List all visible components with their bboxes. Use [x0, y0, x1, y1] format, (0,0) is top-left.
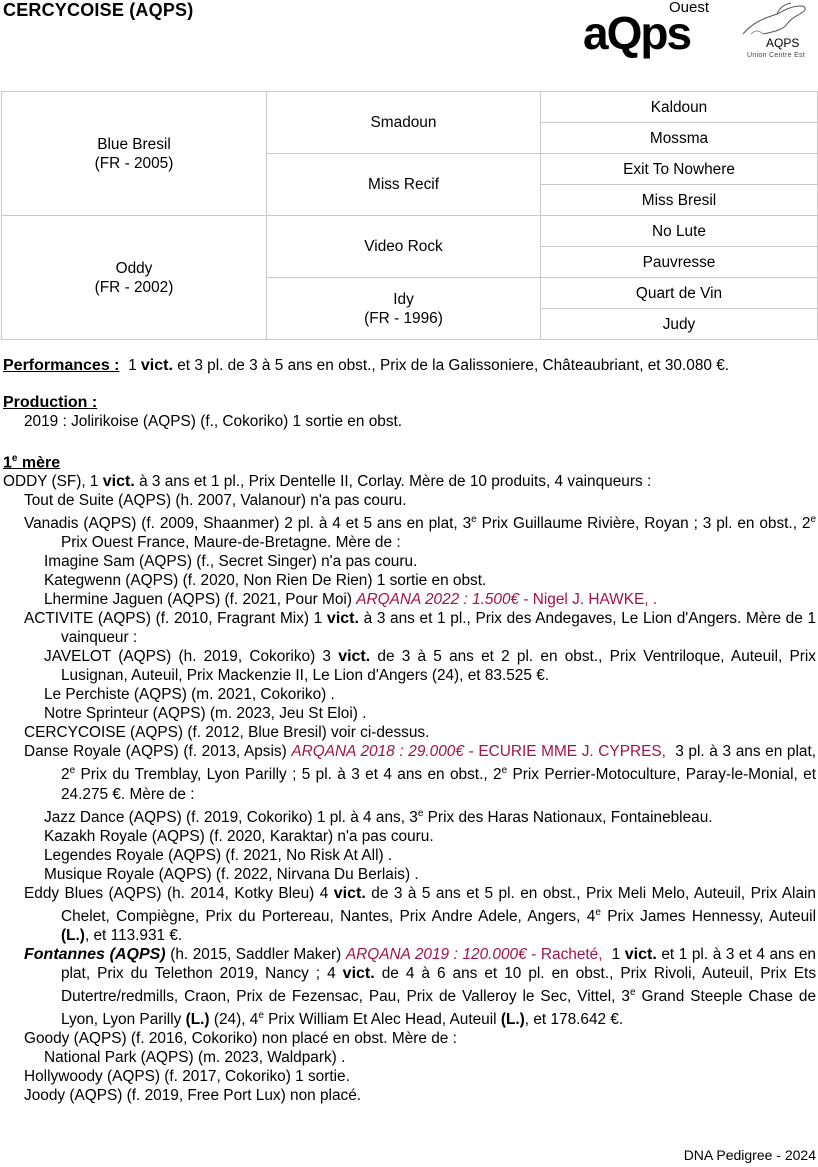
logo-union-sub: Union Centre Est: [747, 52, 806, 59]
sds-cell: Exit To Nowhere: [541, 154, 818, 185]
logo-union-name: AQPS: [766, 36, 800, 50]
produce-item: Hollywoody (AQPS) (f. 2017, Cokoriko) 1 sortie.: [24, 1068, 350, 1086]
dam-heading-word: mère: [21, 454, 61, 472]
grandproduce-item: Imagine Sam (AQPS) (f., Secret Singer) n'a pas couru.: [44, 553, 418, 571]
logo-ouest-text: Ouest: [669, 0, 710, 16]
produce-item: Joody (AQPS) (f. 2019, Free Port Lux) non placé.: [24, 1087, 362, 1105]
grandproduce-item: Lhermine Jaguen (AQPS) (f. 2021, Pour Moi) ARQANA 2022 : 1.500€ - Nigel J. HAWKE, .: [44, 591, 658, 609]
grandproduce-item: National Park (AQPS) (m. 2023, Waldpark) .: [44, 1049, 346, 1067]
sss-cell: Kaldoun: [541, 92, 818, 123]
produce-item: Vanadis (AQPS) (f. 2009, Shaanmer) 2 pl. à 4 et 5 ans en plat, 3e Prix Guillaume Rivière, Royan ; 3 pl. en obst., 2e Prix Ouest France, Maure-de-Bretagne. Mère de :: [24, 514, 816, 552]
ssd-cell: Mossma: [541, 123, 818, 154]
ddd-cell: Judy: [541, 309, 818, 340]
dam-heading-sup: e: [11, 453, 18, 464]
dam-cell: [2, 216, 267, 340]
auction-buyer: - Nigel J. HAWKE, .: [523, 591, 658, 609]
auction-buyer: - ECURIE MME J. CYPRES,: [468, 743, 666, 761]
produce-item: ACTIVITE (AQPS) (f. 2010, Fragrant Mix) 1 vict. à 3 ans et 1 pl., Prix des Andegaves, Le Lion d'Angers. Mère de 1 vainqueur :: [24, 610, 817, 647]
black-type-name: Fontannes (AQPS): [24, 945, 166, 963]
grandproduce-item: Musique Royale (AQPS) (f. 2022, Nirvana Du Berlais) .: [44, 865, 419, 883]
produce-item: Eddy Blues (AQPS) (h. 2014, Kotky Bleu) 4 vict. de 3 à 5 ans et 5 pl. en obst., Prix Meli Melo, Auteuil, Prix Alain Chelet, Compiègne, Prix du Portereau, Nantes, Prix Andre Adele, Angers, 4e Prix James Hennessy, Auteuil (L.), et 113.931 €.: [24, 884, 817, 944]
grandproduce-item: JAVELOT (AQPS) (h. 2019, Cokoriko) 3 vict. de 3 à 5 ans et 2 pl. en obst., Prix Ventriloque, Auteuil, Prix Lusignan, Auteuil, Prix Mackenzie II, Le Lion d'Angers (24), et 83.525 €.: [44, 648, 816, 685]
dam-name: Oddy: [115, 259, 153, 277]
sire-sire-cell: Smadoun: [267, 92, 541, 154]
footer-credit: DNA Pedigree - 2024: [683, 1147, 816, 1163]
produce-item: Danse Royale (AQPS) (f. 2013, Apsis) ARQANA 2018 : 29.000€ - ECURIE MME J. CYPRES, 3 pl. à 3 ans en plat, 2e Prix du Tremblay, Lyon Parilly ; 5 pl. à 3 et 4 ans en obst., 2e Prix Perrier-Motoculture, Paray-le-Monial, et 24.275 €. Mère de :: [24, 743, 817, 803]
produce-item: Goody (AQPS) (f. 2016, Cokoriko) non placé en obst. Mère de :: [24, 1030, 457, 1048]
sire-info: (FR - 2005): [94, 154, 174, 172]
sire-dam-cell: Miss Recif: [267, 154, 541, 216]
horse-jumper-icon: [733, 0, 817, 40]
dds-cell: Quart de Vin: [541, 278, 818, 309]
produce-item: CERCYCOISE (AQPS) (f. 2012, Blue Bresil) voir ci-dessus.: [24, 724, 430, 742]
grandproduce-item: Kategwenn (AQPS) (f. 2020, Non Rien De Rien) 1 sortie en obst.: [44, 572, 487, 590]
sdd-cell: Miss Bresil: [541, 185, 818, 216]
dam-info: (FR - 2002): [94, 278, 174, 296]
perf-text: et 3 pl. de 3 à 5 ans en obst., Prix de la Galissoniere, Châteaubriant, et 30.080 €.: [177, 357, 730, 374]
aqps-union-logo: [733, 0, 817, 64]
dam-heading-num: 1: [3, 454, 12, 472]
dam-sire-cell: Video Rock: [267, 216, 541, 278]
production-heading: Production :: [3, 394, 98, 411]
sire-name: Blue Bresil: [97, 135, 171, 153]
pedigree-body: [3, 356, 816, 1105]
grandproduce-item: Legendes Royale (AQPS) (f. 2021, No Risk At All) .: [44, 846, 393, 864]
pedigree-table: [1, 91, 818, 340]
auction-sale: ARQANA 2022 : 1.500€: [356, 591, 520, 609]
dam-dam-info: (FR - 1996): [364, 309, 443, 327]
produce-item: Fontannes (AQPS) (h. 2015, Saddler Maker) ARQANA 2019 : 120.000€ - Racheté, 1 vict. et 1 pl. à 3 et 4 ans en plat, Prix du Telethon 2019, Nancy ; 4 vict. de 4 à 6 ans et 10 pl. en obst., Prix Rivoli, Auteuil, Prix Ets Dutertre/redmills, Craon, Prix de Fezensac, Pau, Prix de Valleroy le Sec, Vittel, 3e Grand Steeple Chase de Lyon, Lyon Parilly (L.) (24), 4e Prix William Et Alec Head, Auteuil (L.), et 178.642 €.: [24, 945, 817, 1029]
dss-cell: No Lute: [541, 216, 818, 247]
produce-item: Tout de Suite (AQPS) (h. 2007, Valanour) n'a pas couru.: [24, 492, 407, 510]
grandproduce-item: Le Perchiste (AQPS) (m. 2021, Cokoriko) .: [44, 686, 335, 704]
dsd-cell: Pauvresse: [541, 247, 818, 278]
performances-paragraph: [3, 356, 816, 375]
auction-sale: ARQANA 2019 : 120.000€: [345, 945, 527, 963]
production-line: 2019 : Jolirikoise (AQPS) (f., Cokoriko) 1 sortie en obst.: [24, 413, 403, 430]
page-title: CERCYCOISE (AQPS): [3, 0, 194, 20]
grandproduce-item: Kazakh Royale (AQPS) (f. 2020, Karaktar) n'a pas couru.: [44, 827, 434, 845]
aqps-ouest-logo: [583, 0, 723, 62]
logo-aqps-text: aQps: [583, 7, 691, 59]
dam-dam-name: Idy: [393, 290, 414, 308]
perf-vict: vict.: [140, 357, 173, 374]
auction-sale: ARQANA 2018 : 29.000€: [291, 743, 464, 761]
grandproduce-item: Notre Sprinteur (AQPS) (m. 2023, Jeu St Eloi) .: [44, 705, 367, 723]
perf-count: 1: [128, 357, 137, 374]
auction-buyer: - Racheté,: [531, 945, 603, 963]
grandproduce-item: Jazz Dance (AQPS) (f. 2019, Cokoriko) 1 pl. à 4 ans, 3e Prix des Haras Nationaux, Fontainebleau.: [44, 807, 713, 826]
dam-intro: ODDY (SF), 1 vict. à 3 ans et 1 pl., Prix Dentelle II, Corlay. Mère de 10 produits, 4 vainqueurs :: [3, 473, 652, 491]
sire-cell: [2, 92, 267, 216]
dam-heading: [3, 449, 816, 472]
performances-heading: Performances :: [3, 357, 120, 374]
dam-dam-cell: [267, 278, 541, 340]
